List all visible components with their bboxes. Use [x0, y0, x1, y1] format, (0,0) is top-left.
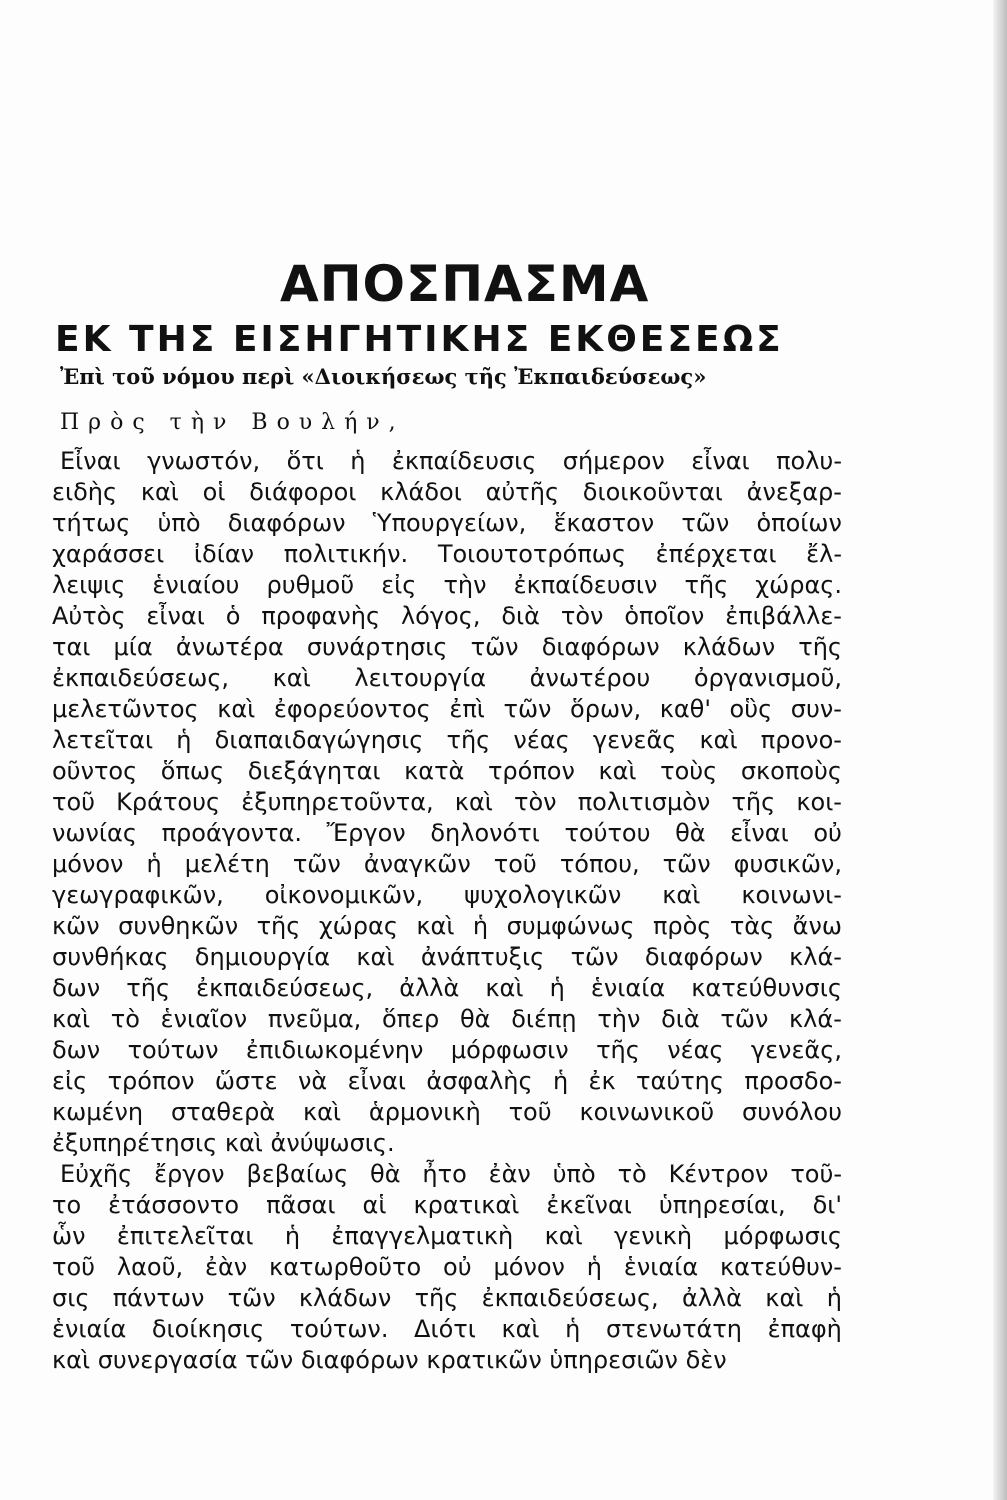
text-line: νωνίας προάγοντα. Ἔργον δηλονότι τούτου θὰ εἶναι οὐ	[52, 819, 842, 847]
text-line: καὶ τὸ ἑνιαῖον πνεῦμα, ὅπερ θὰ διέπῃ τὴν διὰ τῶν κλά-	[52, 1005, 842, 1033]
text-line: μόνον ἡ μελέτη τῶν ἀναγκῶν τοῦ τόπου, τῶν φυσικῶν,	[52, 850, 842, 878]
text-line: γεωγραφικῶν, οἰκονομικῶν, ψυχολογικῶν καὶ κοινωνι-	[52, 881, 842, 909]
text-line: τοῦ λαοῦ, ἐὰν κατωρθοῦτο οὐ μόνον ἡ ἑνιαία κατεύθυν-	[52, 1253, 842, 1281]
text-line: Αὐτὸς εἶναι ὁ προφανὴς λόγος, διὰ τὸν ὁποῖον ἐπιβάλλε-	[52, 602, 842, 630]
document-subtitle: ΕΚ ΤΗΣ ΕΙΣΗΓΗΤΙΚΗΣ ΕΚΘΕΣΕΩΣ	[55, 319, 784, 360]
text-line: συνθήκας δημιουργία καὶ ἀνάπτυξις τῶν διαφόρων κλά-	[52, 943, 842, 971]
text-line: σις πάντων τῶν κλάδων τῆς ἐκπαιδεύσεως, ἀλλὰ καὶ ἡ	[52, 1284, 842, 1312]
text-line: χαράσσει ἰδίαν πολιτικήν. Τοιουτοτρόπως ἐπέρχεται ἔλ-	[52, 540, 842, 568]
text-line: Εἶναι γνωστόν, ὅτι ἡ ἐκπαίδευσις σήμερον εἶναι πολυ-	[60, 447, 842, 475]
salutation: Πρὸς τὴν Βουλήν,	[60, 410, 405, 435]
text-line: κωμένη σταθερὰ καὶ ἁρμονικὴ τοῦ κοινωνικοῦ συνόλου	[52, 1098, 842, 1126]
text-line: καὶ συνεργασία τῶν διαφόρων κρατικῶν ὑπηρεσιῶν δὲν	[52, 1346, 727, 1374]
text-line: εἰς τρόπον ὥστε νὰ εἶναι ἀσφαλὴς ἡ ἐκ ταύτης προσδο-	[52, 1067, 842, 1095]
text-line: δων τούτων ἐπιδιωκομένην μόρφωσιν τῆς νέας γενεᾶς,	[52, 1036, 842, 1064]
text-line: δων τῆς ἐκπαιδεύσεως, ἀλλὰ καὶ ἡ ἑνιαία κατεύθυνσις	[52, 974, 842, 1002]
text-line: μελετῶντος καὶ ἐφορεύοντος ἐπὶ τῶν ὅρων, καθ' οὓς συν-	[52, 695, 842, 723]
text-line: Εὐχῆς ἔργον βεβαίως θὰ ἦτο ἐὰν ὑπὸ τὸ Κέντρον τοῦ-	[60, 1160, 842, 1188]
body-text	[52, 446, 842, 1376]
document-note: Ἐπὶ τοῦ νόμου περὶ «Διοικήσεως τῆς Ἐκπαιδεύσεως»	[60, 364, 707, 389]
text-line: οῦντος ὅπως διεξάγηται κατὰ τρόπον καὶ τοὺς σκοποὺς	[52, 757, 842, 785]
text-line: ἐξυπηρέτησις καὶ ἀνύψωσις.	[52, 1129, 395, 1157]
text-line: λειψις ἑνιαίου ρυθμοῦ εἰς τὴν ἐκπαίδευσιν τῆς χώρας.	[52, 571, 842, 599]
text-line: τήτως ὑπὸ διαφόρων Ὑπουργείων, ἕκαστον τῶν ὁποίων	[52, 509, 842, 537]
document-title: ΑΠΟΣΠΑΣΜΑ	[280, 255, 650, 313]
page-edge-shadow	[993, 0, 1007, 1500]
text-line: κῶν συνθηκῶν τῆς χώρας καὶ ἡ συμφώνως πρὸς τὰς ἄνω	[52, 912, 842, 940]
text-line: ἐκπαιδεύσεως, καὶ λειτουργία ἀνωτέρου ὀργανισμοῦ,	[52, 664, 842, 692]
text-line: τοῦ Κράτους ἐξυπηρετοῦντα, καὶ τὸν πολιτισμὸν τῆς κοι-	[52, 788, 842, 816]
text-line: ὧν ἐπιτελεῖται ἡ ἐπαγγελματικὴ καὶ γενικὴ μόρφωσις	[52, 1222, 842, 1250]
text-line: ἑνιαία διοίκησις τούτων. Διότι καὶ ἡ στενωτάτη ἐπαφὴ	[52, 1315, 842, 1343]
text-line: το ἐτάσσοντο πᾶσαι αἱ κρατικαὶ ἐκεῖναι ὑπηρεσίαι, δι'	[52, 1191, 842, 1219]
text-line: ειδὴς καὶ οἱ διάφοροι κλάδοι αὐτῆς διοικοῦνται ἀνεξαρ-	[52, 478, 842, 506]
text-line: λετεῖται ἡ διαπαιδαγώγησις τῆς νέας γενεᾶς καὶ προνο-	[52, 726, 842, 754]
text-line: ται μία ἀνωτέρα συνάρτησις τῶν διαφόρων κλάδων τῆς	[52, 633, 842, 661]
